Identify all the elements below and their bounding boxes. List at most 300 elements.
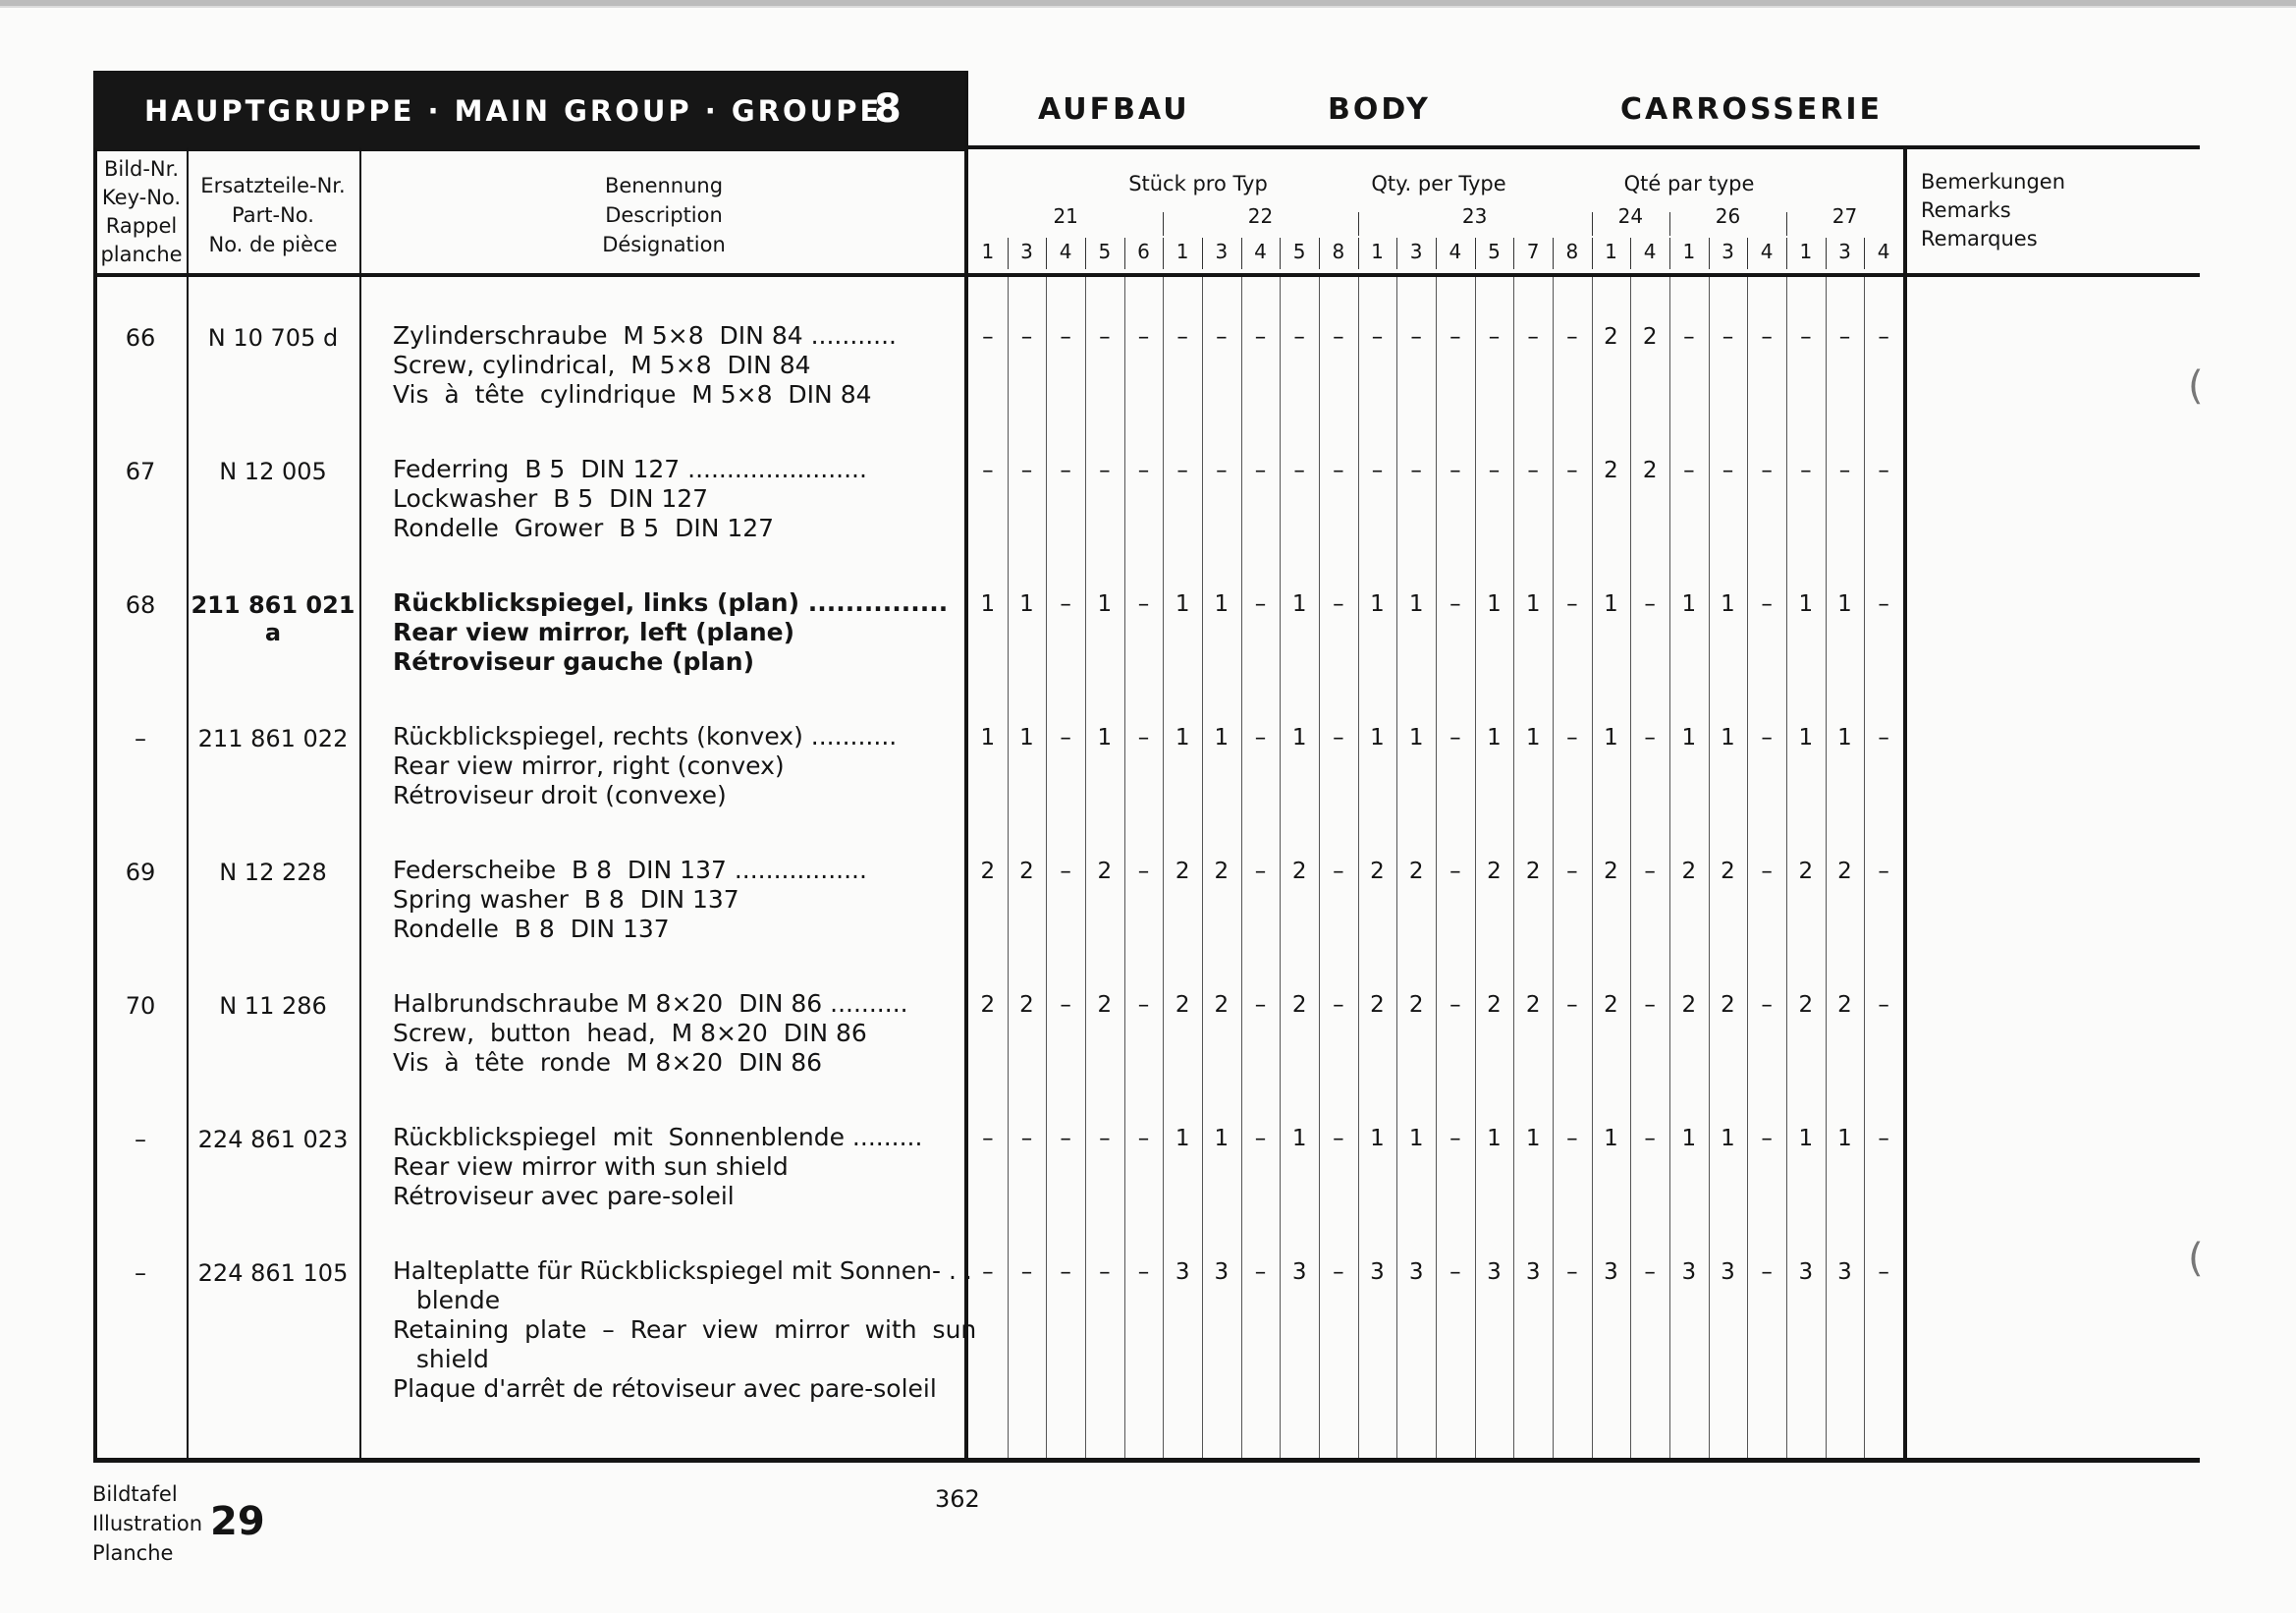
part-description [393,856,867,944]
qty-cell: 2 [1408,992,1424,1018]
description-line: Rear view mirror, right (convex) [393,751,785,780]
description-line: Rückblickspiegel mit Sonnenblende ......... [393,1123,923,1151]
qty-cell: 2 [1681,992,1697,1018]
main-group-label: HAUPTGRUPPE · MAIN GROUP · GROUPE [144,94,883,128]
qty-cell: 3 [1487,1259,1502,1285]
part-number: N 12 228 [219,859,327,886]
qty-cell: 1 [1604,591,1618,617]
header-remarks: Bemerkungen Remarks Remarques [1921,170,2066,250]
qty-cell: – [1722,324,1734,350]
qty-cell: 2 [1721,859,1735,884]
qty-cell: – [1449,458,1461,483]
qty-cell: – [1838,458,1851,483]
qty-cell: – [1254,725,1267,751]
type-group-24: 24 [1617,204,1644,228]
header-qty-english: Qty. per Type [1371,172,1506,195]
qty-cell: 2 [1370,992,1385,1018]
qty-cell: 2 [1097,859,1113,884]
qty-cell: 2 [1487,859,1502,884]
qty-cell: 3 [1408,1259,1424,1285]
qty-cell: – [1761,992,1773,1018]
description-line: Vis à tête ronde M 8×20 DIN 86 [393,1048,823,1077]
qty-cell: – [1566,992,1578,1018]
qty-cell: 1 [1019,725,1034,751]
part-description [393,1123,922,1211]
qty-cell: – [1644,859,1656,884]
qty-cell: – [1449,1126,1461,1151]
qty-cell: 1 [980,591,996,617]
description-line: Rondelle Grower B 5 DIN 127 [393,514,775,542]
qty-cell: 1 [1408,1126,1424,1151]
qty-cell: – [1878,859,1889,884]
subtype-label: 4 [1059,240,1072,263]
subtype-label: 3 [1409,240,1423,263]
qty-cell: – [1761,1126,1773,1151]
qty-cell: 2 [1837,992,1852,1018]
qty-cell: – [1137,1126,1150,1151]
subtype-label: 4 [1877,240,1890,263]
qty-cell: – [1644,992,1656,1018]
qty-cell: 2 [1721,992,1735,1018]
description-line: Retaining plate – Rear view mirror with sun [393,1315,977,1344]
qty-cell: 1 [1798,591,1814,617]
qty-cell: 1 [1214,1126,1230,1151]
qty-cell: – [1137,458,1150,483]
type-group-23: 23 [1461,204,1488,228]
qty-cell: – [1566,859,1578,884]
qty-cell: – [1293,324,1305,350]
type-group-26: 26 [1715,204,1741,228]
qty-cell: – [1333,591,1344,617]
qty-cell: 2 [1019,859,1034,884]
qty-cell: 1 [1721,1126,1735,1151]
description-line: Vis à tête cylindrique M 5×8 DIN 84 [393,380,872,409]
qty-cell: 2 [1837,859,1852,884]
qty-cell: – [1566,591,1578,617]
qty-cell: 2 [1291,992,1307,1018]
qty-cell: – [1449,324,1461,350]
part-description [393,455,867,543]
title-french: CARROSSERIE [1620,92,1884,127]
qty-cell: – [1060,859,1071,884]
qty-cell: 2 [1408,859,1424,884]
qty-cell: – [1137,992,1150,1018]
qty-cell: 1 [1837,725,1852,751]
qty-cell: 2 [1604,859,1618,884]
qty-cell: – [1566,458,1578,483]
header-bottom-rule [93,273,2200,277]
key-number: 68 [125,591,156,619]
qty-cell: 2 [1214,992,1230,1018]
qty-cell: 2 [1487,992,1502,1018]
title-english: BODY [1328,92,1431,127]
subtype-label: 4 [1643,240,1657,263]
subtype-label: 8 [1332,240,1345,263]
type-group-27: 27 [1831,204,1858,228]
qty-cell: – [1722,458,1734,483]
subtype-label: 4 [1449,240,1462,263]
qty-cell: – [1216,458,1228,483]
part-number: 224 861 105 [197,1259,349,1287]
header-qty-german: Stück pro Typ [1128,172,1268,195]
qty-cell: – [1099,458,1111,483]
part-number: N 10 705 d [207,324,339,352]
description-line: Rear view mirror, left (plane) [393,618,795,646]
qty-cell: 3 [1721,1259,1735,1285]
qty-cell: – [982,1259,994,1285]
qty-cell: – [1060,1126,1071,1151]
qty-cell: 1 [1175,1126,1190,1151]
subtype-label: 3 [1215,240,1229,263]
qty-cell: 1 [1175,591,1190,617]
qty-cell: – [1099,1259,1111,1285]
part-number: 211 861 021 a [191,591,355,646]
qty-cell: 1 [1604,1126,1618,1151]
qty-cell: – [1137,859,1150,884]
description-line: Zylinderschraube M 5×8 DIN 84 ........... [393,321,898,350]
type-group-divider [1163,212,1164,236]
subtype-label: 5 [1488,240,1501,263]
part-description [393,321,897,410]
qty-cell: – [1527,458,1539,483]
qty-cell: 1 [1487,591,1502,617]
subtype-label: 1 [1799,240,1813,263]
plate-number: 29 [210,1499,265,1544]
main-group-header [93,71,967,151]
qty-cell: 1 [1798,725,1814,751]
qty-cell: – [1060,591,1071,617]
qty-cell: 1 [1681,725,1697,751]
type-group-divider [1592,212,1593,236]
qty-cell: 1 [1370,591,1385,617]
description-line: blende [393,1286,501,1314]
qty-cell: – [1878,591,1889,617]
qty-cell: 3 [1291,1259,1307,1285]
qty-cell: – [1060,458,1071,483]
qty-cell: – [1449,725,1461,751]
qty-cell: – [1020,324,1033,350]
qty-cell: – [1566,324,1578,350]
qty-cell: 1 [1604,725,1618,751]
part-number: 211 861 022 [197,725,349,752]
part-description [393,1256,976,1404]
type-group-22: 22 [1247,204,1274,228]
qty-cell: – [1216,324,1228,350]
qty-cell: – [1566,725,1578,751]
column-divider [964,71,968,1462]
qty-cell: – [982,458,994,483]
qty-cell: 2 [1798,992,1814,1018]
qty-cell: 1 [1525,725,1541,751]
description-line: Rondelle B 8 DIN 137 [393,915,670,943]
subtype-label: 1 [1175,240,1189,263]
subtype-label: 1 [1605,240,1617,263]
qty-cell: – [1254,1259,1267,1285]
qty-cell: 2 [1642,458,1658,483]
scan-top-edge-shadow [0,6,2296,8]
qty-cell: 3 [1525,1259,1541,1285]
qty-cell: – [1254,992,1267,1018]
qty-cell: – [1333,458,1344,483]
qty-cell: 1 [1291,1126,1307,1151]
qty-cell: – [1878,992,1889,1018]
qty-cell: 1 [1097,591,1113,617]
subtype-label: 6 [1137,240,1150,263]
qty-cell: – [1566,1259,1578,1285]
qty-cell: 1 [1798,1126,1814,1151]
part-number: N 11 286 [219,992,327,1020]
header-part-no: Ersatzteile-Nr. Part-No. No. de pièce [200,174,346,256]
qty-cell: 1 [1408,725,1424,751]
subtype-label: 1 [1682,240,1696,263]
qty-cell: 3 [1214,1259,1230,1285]
description-line: Rétroviseur avec pare-soleil [393,1182,735,1210]
key-number: – [135,1126,146,1153]
qty-cell: – [1176,324,1188,350]
qty-cell: – [1060,992,1071,1018]
qty-cell: 2 [1291,859,1307,884]
description-line: Rétroviseur droit (convexe) [393,781,727,809]
qty-cell: 1 [1837,591,1852,617]
qty-cell: – [1644,1126,1656,1151]
subtype-label: 4 [1254,240,1267,263]
qty-cell: 2 [1175,859,1190,884]
title-german: AUFBAU [1038,92,1190,127]
qty-cell: 2 [1370,859,1385,884]
qty-cell: 1 [1408,591,1424,617]
key-number: 67 [125,458,156,485]
type-group-divider [1669,212,1670,236]
qty-cell: – [1488,458,1501,483]
type-group-divider [1786,212,1787,236]
qty-cell: 2 [980,859,996,884]
subtype-label: 5 [1292,240,1306,263]
qty-cell: – [1761,725,1773,751]
page-number: 362 [935,1485,980,1513]
header-key-no: Bild-Nr. Key-No. Rappel planche [100,157,183,266]
subtype-label: 1 [981,240,995,263]
qty-cell: 1 [1175,725,1190,751]
description-line: Halteplatte für Rückblickspiegel mit Sonnen- . . [393,1256,972,1285]
qty-cell: – [1333,324,1344,350]
part-number: 224 861 023 [197,1126,349,1153]
qty-cell: – [1644,1259,1656,1285]
qty-cell: – [1060,1259,1071,1285]
subtype-label: 3 [1722,240,1734,263]
subtype-label: 3 [1838,240,1851,263]
qty-cell: – [1254,1126,1267,1151]
key-number: 70 [125,992,156,1020]
column-divider [1903,147,1907,1462]
table-bottom-rule [93,1458,2200,1463]
qty-cell: – [1254,859,1267,884]
qty-cell: 1 [980,725,996,751]
qty-cell: – [982,1126,994,1151]
qty-cell: 2 [1604,458,1618,483]
main-group-number: 8 [874,86,902,132]
qty-cell: 1 [1214,725,1230,751]
qty-cell: – [1449,859,1461,884]
qty-cell: 3 [1370,1259,1385,1285]
qty-cell: – [1333,725,1344,751]
qty-cell: 1 [1291,725,1307,751]
qty-cell: – [1333,1259,1344,1285]
description-line: Screw, cylindrical, M 5×8 DIN 84 [393,351,811,379]
column-divider [359,147,361,1462]
key-number: 69 [125,859,156,886]
qty-cell: 2 [1525,992,1541,1018]
qty-cell: 2 [1798,859,1814,884]
qty-cell: – [1137,324,1150,350]
part-description [393,989,908,1078]
binding-hole-mark: ( [2188,1236,2204,1281]
qty-cell: – [1838,324,1851,350]
qty-cell: – [1878,725,1889,751]
qty-cell: – [1449,992,1461,1018]
qty-cell: – [1449,1259,1461,1285]
qty-cell: 2 [1019,992,1034,1018]
subtype-label: 8 [1565,240,1579,263]
qty-cell: – [1488,324,1501,350]
qty-cell: – [1020,1259,1033,1285]
description-line: Screw, button head, M 8×20 DIN 86 [393,1019,867,1047]
qty-cell: – [1293,458,1305,483]
qty-cell: 2 [1214,859,1230,884]
part-description [393,588,948,677]
qty-cell: – [1761,458,1773,483]
subtype-label: 3 [1020,240,1033,263]
qty-cell: – [1410,324,1422,350]
qty-cell: 2 [1681,859,1697,884]
qty-cell: – [1099,324,1111,350]
header-rule [967,145,2200,149]
qty-cell: 2 [1642,324,1658,350]
part-description [393,722,897,810]
qty-cell: – [1878,1126,1889,1151]
description-line: Rückblickspiegel, links (plan) ............... [393,588,949,617]
qty-cell: – [1371,324,1384,350]
qty-cell: – [1333,859,1344,884]
description-line: Plaque d'arrêt de rétoviseur avec pare-soleil [393,1374,937,1403]
qty-cell: – [1878,324,1889,350]
qty-cell: 2 [1525,859,1541,884]
description-line: Lockwasher B 5 DIN 127 [393,484,709,513]
qty-cell: – [1137,1259,1150,1285]
qty-cell: – [982,324,994,350]
qty-cell: – [1800,458,1812,483]
qty-cell: – [1644,725,1656,751]
qty-cell: 1 [1487,1126,1502,1151]
qty-cell: 1 [1681,591,1697,617]
part-number: N 12 005 [219,458,327,485]
qty-cell: – [1060,725,1071,751]
header-qty-french: Qté par type [1623,172,1755,195]
qty-cell: 1 [1837,1126,1852,1151]
key-number: – [135,1259,146,1287]
qty-cell: – [1254,591,1267,617]
qty-cell: 2 [1604,992,1618,1018]
qty-cell: 1 [1681,1126,1697,1151]
subtype-label: 5 [1098,240,1112,263]
qty-cell: – [1527,324,1539,350]
subtype-label: 1 [1371,240,1384,263]
description-line: shield [393,1345,489,1373]
qty-cell: – [1020,1126,1033,1151]
plate-label: Bildtafel Illustration Planche [92,1482,203,1565]
qty-cell: 1 [1721,725,1735,751]
qty-cell: – [1761,1259,1773,1285]
qty-cell: – [1449,591,1461,617]
key-number: – [135,725,146,752]
qty-cell: – [1761,591,1773,617]
header-description: Benennung Description Désignation [602,174,726,256]
qty-cell: – [1644,591,1656,617]
binding-hole-mark: ( [2188,363,2204,409]
qty-cell: 1 [1487,725,1502,751]
qty-cell: – [1060,324,1071,350]
description-line: Federscheibe B 8 DIN 137 ................. [393,856,867,884]
qty-cell: 1 [1370,1126,1385,1151]
qty-cell: – [1137,725,1150,751]
qty-cell: 2 [980,992,996,1018]
qty-cell: 2 [1175,992,1190,1018]
qty-cell: 2 [1604,324,1618,350]
qty-cell: – [1566,1126,1578,1151]
qty-cell: – [1333,1126,1344,1151]
qty-cell: – [1020,458,1033,483]
key-number: 66 [125,324,156,352]
description-line: Rear view mirror with sun shield [393,1152,789,1181]
qty-cell: – [1254,458,1267,483]
qty-cell: 1 [1291,591,1307,617]
qty-cell: 1 [1525,1126,1541,1151]
qty-cell: 3 [1798,1259,1814,1285]
description-line: Rückblickspiegel, rechts (konvex) ........... [393,722,898,751]
qty-cell: – [1254,324,1267,350]
qty-cell: – [1410,458,1422,483]
qty-cell: – [1137,591,1150,617]
qty-cell: – [1878,458,1889,483]
qty-cell: – [1371,458,1384,483]
subtype-label: 4 [1760,240,1774,263]
qty-cell: 1 [1214,591,1230,617]
qty-cell: 3 [1175,1259,1190,1285]
qty-cell: 1 [1019,591,1034,617]
qty-cell: – [1800,324,1812,350]
qty-cell: 3 [1837,1259,1852,1285]
qty-cell: – [1761,859,1773,884]
qty-cell: 3 [1604,1259,1618,1285]
qty-cell: – [1683,458,1695,483]
qty-cell: – [1099,1126,1111,1151]
qty-cell: – [1761,324,1773,350]
description-line: Federring B 5 DIN 127 ....................... [393,455,867,483]
subtype-label: 7 [1526,240,1540,263]
qty-cell: 1 [1525,591,1541,617]
description-line: Rétroviseur gauche (plan) [393,647,755,676]
qty-cell: – [1176,458,1188,483]
qty-cell: 1 [1370,725,1385,751]
qty-cell: 1 [1721,591,1735,617]
description-line: Spring washer B 8 DIN 137 [393,885,739,914]
qty-cell: 3 [1681,1259,1697,1285]
qty-cell: 2 [1097,992,1113,1018]
qty-cell: – [1878,1259,1889,1285]
qty-cell: – [1683,324,1695,350]
qty-cell: 1 [1097,725,1113,751]
description-line: Halbrundschraube M 8×20 DIN 86 .......... [393,989,908,1018]
qty-cell: – [1333,992,1344,1018]
